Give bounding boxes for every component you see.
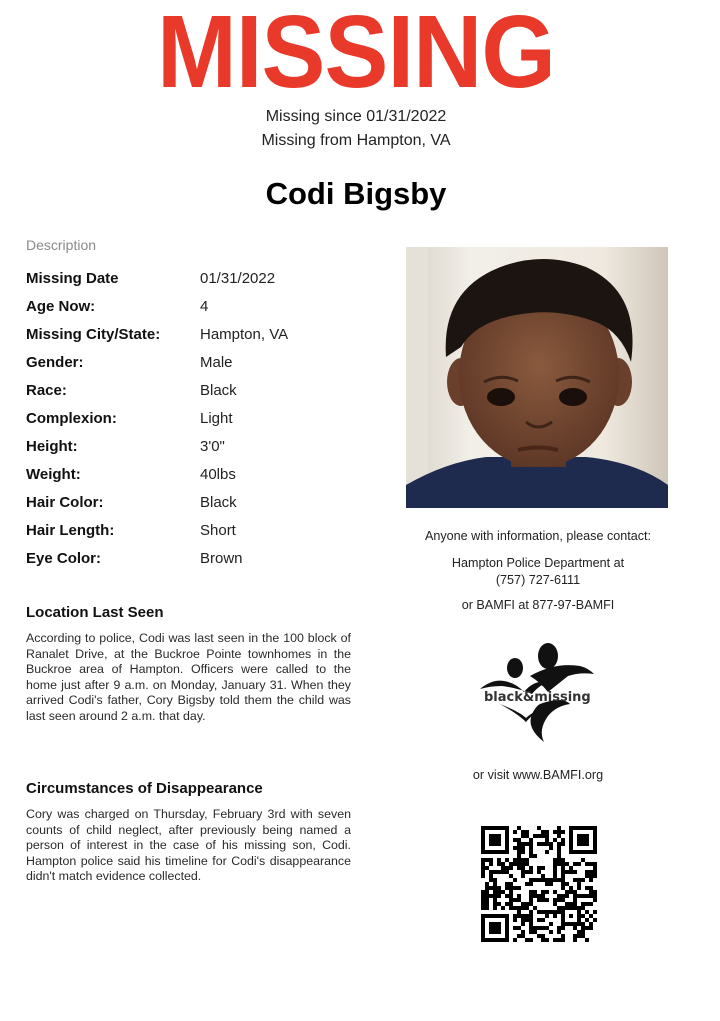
bamfi-logo-icon [470, 634, 600, 744]
description-row [26, 382, 386, 410]
row-label: Complexion: [26, 410, 117, 427]
bamfi-logo [470, 634, 600, 744]
row-label: Eye Color: [26, 550, 102, 567]
missing-since: Missing since 01/31/2022 [265, 108, 447, 125]
description-row [26, 326, 386, 354]
row-value: Male [200, 354, 233, 371]
missing-from: Missing from Hampton, VA [261, 132, 451, 149]
description-row [26, 438, 386, 466]
row-value: 01/31/2022 [200, 270, 276, 287]
row-value: 40lbs [200, 466, 236, 483]
description-row [26, 550, 386, 578]
row-value: Light [200, 410, 233, 427]
location-text: According to police, Codi was last seen in the 100 block of Ranalet Drive, at the Buckroe Pointe townhomes in the Buckroe area of Hampton. Officers were called to the home just after 9 a.m. on Monday, January 31. When they arrived Codi's father, Cory Bigsby told them the child was last seen around 2 a.m. that day. [26, 631, 351, 723]
contact-police-phone[interactable]: (757) 727-6111 [495, 573, 581, 587]
row-label: Hair Color: [26, 494, 104, 511]
row-value: 3'0" [200, 438, 225, 455]
row-label: Missing City/State: [26, 326, 161, 343]
person-name: Codi Bigsby [265, 176, 447, 211]
description-row [26, 298, 386, 326]
location-heading: Location Last Seen [26, 604, 164, 621]
row-value: Hampton, VA [200, 326, 289, 343]
qr-code-icon [481, 826, 597, 942]
circumstances-heading: Circumstances of Disappearance [26, 780, 263, 797]
contact-police-line: Hampton Police Department at [451, 556, 625, 570]
row-label: Age Now: [26, 298, 96, 315]
row-label: Hair Length: [26, 522, 115, 539]
description-row [26, 522, 386, 550]
circumstances-text: Cory was charged on Thursday, February 3rd with seven counts of child neglect, after previously being named a person of interest in the case of his missing son, Codi. Hampton police said his timeline for Codi's disappearance didn't match evidence collected. [26, 807, 351, 884]
description-row [26, 466, 386, 494]
row-label: Race: [26, 382, 67, 399]
description-row [26, 354, 386, 382]
row-value: Black [200, 382, 237, 399]
svg-text:black&missing: black&missing [484, 690, 591, 705]
row-value: Black [200, 494, 237, 511]
row-label: Height: [26, 438, 78, 455]
row-value: Short [200, 522, 236, 539]
qr-code[interactable] [481, 826, 597, 942]
poster-title: MISSING [157, 0, 555, 109]
contact-bamfi-line[interactable]: or BAMFI at 877-97-BAMFI [461, 598, 615, 612]
description-heading: Description [26, 237, 97, 253]
description-row [26, 270, 386, 298]
missing-person-photo [406, 247, 668, 508]
row-value: 4 [200, 298, 209, 315]
description-row [26, 494, 386, 522]
description-row [26, 410, 386, 438]
row-label: Missing Date [26, 270, 119, 287]
website-line[interactable]: or visit www.BAMFI.org [472, 768, 604, 782]
contact-intro: Anyone with information, please contact: [424, 529, 652, 543]
row-value: Brown [200, 550, 243, 567]
row-label: Gender: [26, 354, 84, 371]
row-label: Weight: [26, 466, 81, 483]
portrait-illustration-icon [406, 247, 668, 508]
